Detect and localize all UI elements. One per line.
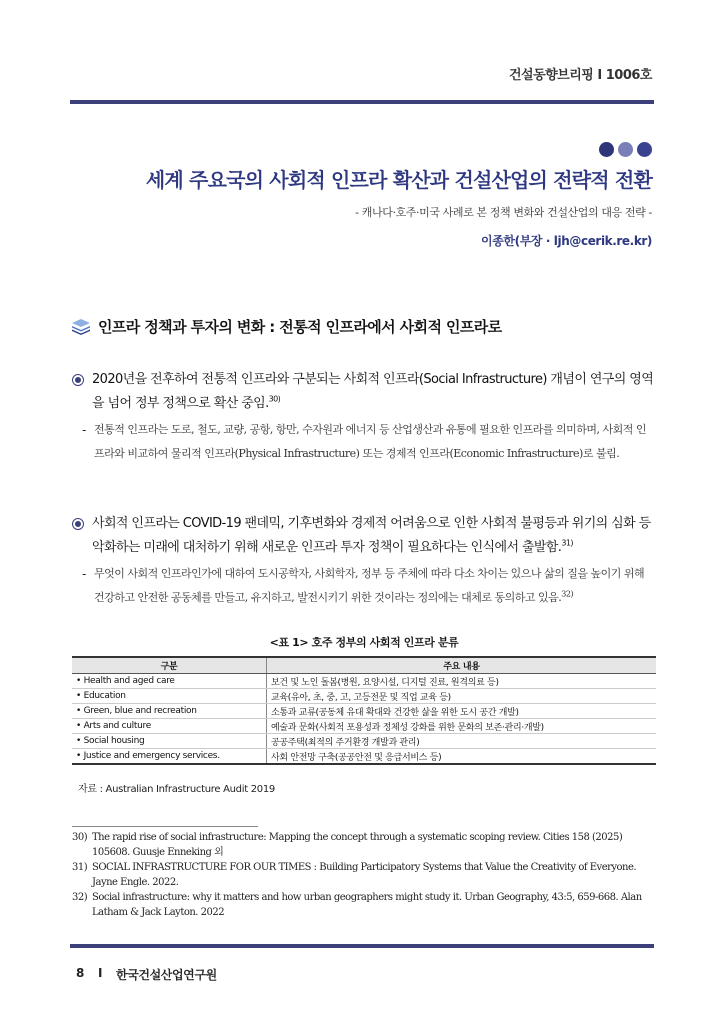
table-cell-content: 공공주택(최적의 주거환경 개발과 관리) [267, 734, 657, 749]
dash-marker: - [82, 567, 87, 581]
page-footer [76, 966, 217, 983]
decorative-dots [599, 142, 652, 157]
table-source: 자료 : Australian Infrastructure Audit 2019 [78, 784, 275, 795]
paragraph-1-sub [82, 418, 656, 466]
footnote-text: The rapid rise of social infrastructure: Mapping the concept through a systematic scoping review. Cities 158 (2025) 105608. Guusje Enneking 외 [92, 832, 623, 858]
table-cell-category: • Health and aged care [72, 674, 267, 689]
layers-icon [72, 319, 90, 335]
table-header-row [72, 657, 656, 674]
article-title: 세계 주요국의 사회적 인프라 확산과 건설산업의 전략적 전환 [145, 168, 652, 192]
footnote-text: SOCIAL INFRASTRUCTURE FOR OUR TIMES : Building Participatory Systems that Value the Creativity of Everyone. Jayne Engle. 2022. [92, 862, 637, 888]
circle-bullet-icon [72, 374, 84, 386]
table-row [72, 749, 656, 765]
table-row [72, 704, 656, 719]
table-cell-content: 예술과 문화(사회적 포용성과 정체성 강화를 위한 문화의 보존·관리·개발) [267, 719, 657, 734]
footnote-ref[interactable]: 30) [268, 394, 281, 404]
footnotes [72, 830, 656, 920]
bottom-rule [70, 944, 654, 948]
article-author: 이종한(부장 · ljh@cerik.re.kr) [481, 234, 652, 248]
footnote-ref[interactable]: 31) [561, 538, 573, 548]
table-cell-category: • Education [72, 689, 267, 704]
dot-icon [637, 142, 652, 157]
table-cell-content: 소통과 교류(공동체 유대 확대와 건강한 삶을 위한 도시 공간 개발) [267, 704, 657, 719]
section-title: 인프라 정책과 투자의 변화 : 전통적 인프라에서 사회적 인프라로 [98, 318, 502, 336]
circle-bullet-icon [72, 518, 84, 530]
footnote-ref[interactable]: 32) [561, 589, 574, 599]
paragraph-2-sub [82, 562, 656, 610]
paragraph-1-text: 2020년을 전후하여 전통적 인프라와 구분되는 사회적 인프라(Social Infrastructure) 개념이 연구의 영역을 넘어 정부 정책으로 확산 중임.$^{30)}$ [92, 372, 654, 411]
table-row [72, 674, 656, 689]
publication-header: 건설동향브리핑 Ⅰ 1006호 [508, 68, 652, 83]
footnote [72, 860, 656, 890]
dot-icon [599, 142, 614, 157]
article-subtitle: - 캐나다·호주·미국 사례로 본 정책 변화와 건설산업의 대응 전략 - [355, 206, 652, 219]
paragraph-1 [72, 368, 656, 416]
dot-icon [618, 142, 633, 157]
paragraph-2-sub-text: 무엇이 사회적 인프라인가에 대하여 도시공학자, 사회학자, 정부 등 주체에 따라 다소 차이는 있으나 삶의 질을 높이기 위해 건강하고 안전한 공동체를 만들고, 유지하고, 발전시키기 위한 것이라는 정의에는 대체로 동의하고 있음.$^{32)}$ [94, 567, 645, 604]
footnote-number: 30) [72, 832, 88, 843]
table-cell-category: • Green, blue and recreation [72, 704, 267, 719]
table-row [72, 734, 656, 749]
footnote-number: 32) [72, 892, 88, 903]
footnote [72, 830, 656, 860]
table-cell-content: 보건 및 노인 돌봄(병원, 요양시설, 디지털 진료, 원격의료 등) [267, 674, 657, 689]
table-cell-content: 사회 안전망 구축(공공안전 및 응급서비스 등) [267, 749, 657, 765]
top-rule [70, 100, 654, 104]
paragraph-1-sub-text: 전통적 인프라는 도로, 철도, 교량, 공항, 항만, 수자원과 에너지 등 산업생산과 유통에 필요한 인프라를 의미하며, 사회적 인프라와 비교하여 물리적 인프라(Physical Infrastructure) 또는 경제적 인프라(Economic Infrastructure)로 불림. [94, 423, 646, 460]
footnote-divider [72, 826, 258, 827]
table-cell-content: 교육(유아, 초, 중, 고, 고등전문 및 직업 교육 등) [267, 689, 657, 704]
table-cell-category: • Social housing [72, 734, 267, 749]
table-header-category: 구분 [72, 657, 267, 674]
table-row [72, 719, 656, 734]
page-number: 8 [76, 966, 84, 980]
dash-marker: - [82, 423, 87, 437]
footnote-number: 31) [72, 862, 88, 873]
table-header-content: 주요 내용 [267, 657, 657, 674]
table-cell-category: • Arts and culture [72, 719, 267, 734]
table-cell-category: • Justice and emergency services. [72, 749, 267, 765]
footnote [72, 890, 656, 920]
section-heading [72, 316, 502, 337]
classification-table [72, 656, 656, 765]
paragraph-2-text: 사회적 인프라는 COVID-19 팬데믹, 기후변화와 경제적 어려움으로 인한 사회적 불평등과 위기의 심화 등 악화하는 미래에 대처하기 위해 새로운 인프라 투자 정책이 필요하다는 인식에서 출발함.$^{31)}$ [92, 516, 651, 555]
footnote-text: Social infrastructure: why it matters and how urban geographers might study it. Urban Geography, 43:5, 659-668. Alan Latham & Jack Layton. 2022 [92, 892, 642, 918]
footer-separator: Ⅰ [97, 966, 103, 980]
table-caption: <표 1> 호주 정부의 사회적 인프라 분류 [269, 636, 459, 649]
table-row [72, 689, 656, 704]
paragraph-2 [72, 512, 656, 560]
organization-name: 한국건설산업연구원 [116, 968, 217, 982]
